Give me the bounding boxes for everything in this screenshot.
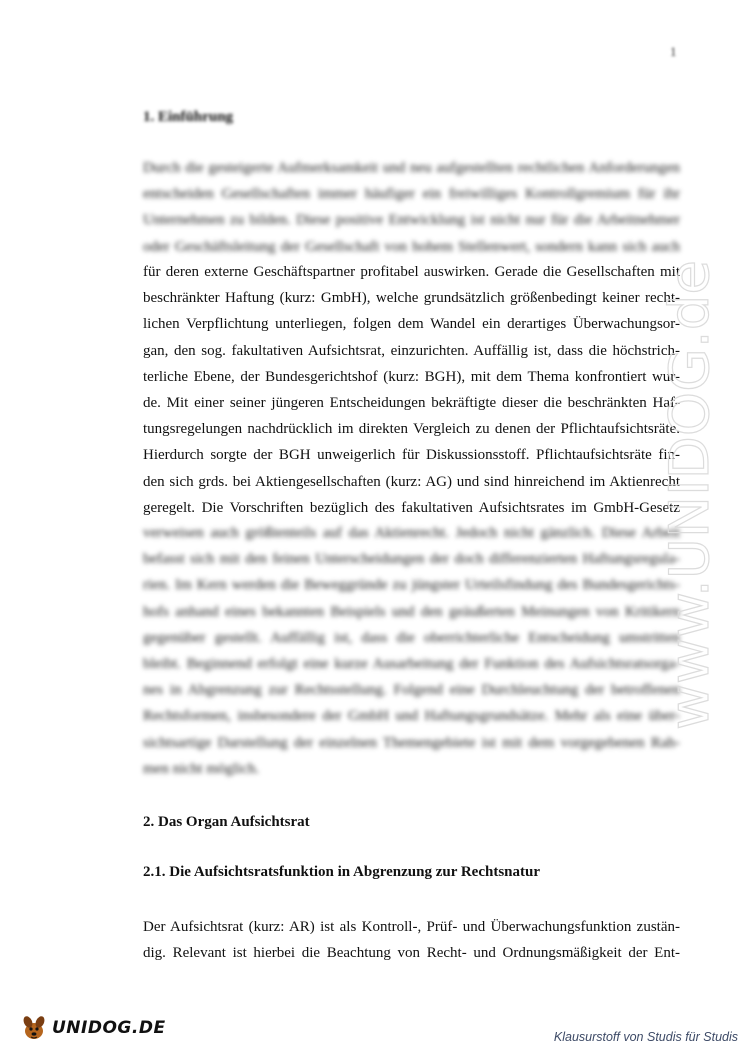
text-line: men nicht möglich.	[143, 760, 260, 777]
text-line: tungsregelungen nachdrücklich im direkten Vergleich zu denen der Pflichtaufsichtsräte.	[143, 421, 680, 438]
text-line: verweisen auch größtenteils auf das Aktienrecht. Jedoch nicht gänzlich. Diese Arbeit	[143, 525, 680, 541]
text-line: Der Aufsichtsrat (kurz: AR) ist als Kontroll-, Prüf- und Überwachungsfunktion zustän-	[143, 919, 680, 935]
section-2-1-heading: 2.1. Die Aufsichtsratsfunktion in Abgrenzung zur Rechtsnatur	[143, 864, 540, 880]
watermark	[608, 250, 726, 740]
text-line: Hierdurch sorgte der BGH unweigerlich für Diskussionsstoff. Pflichtaufsichtsräte fin-	[143, 447, 680, 464]
text-line: den sich grds. bei Aktiengesellschaften (kurz: AG) und sind hinreichend im Aktienrecht	[143, 473, 680, 490]
text-line: dig. Relevant ist hierbei die Beachtung von Recht- und Ordnungsmäßigkeit der Ent-	[143, 945, 680, 962]
text-line: Rechtsformen, insbesondere der GmbH und Haftungsgrundsätze. Mehr als eine über-	[143, 708, 680, 725]
dog-mascot-icon	[20, 1014, 48, 1042]
text-line: de. Mit einer seiner jüngeren Entscheidungen bekräftigte dieser die beschränkten Haf-	[143, 395, 680, 412]
text-line: geregelt. Die Vorschriften bezüglich des fakultativen Aufsichtsrates im GmbH-Gesetz	[143, 499, 680, 516]
text-line: terliche Ebene, der Bundesgerichtshof (kurz: BGH), mit dem Thema konfrontiert wur-	[143, 368, 680, 385]
footer-tagline: Klausurstoff von Studis für Studis	[553, 1030, 738, 1044]
text-line: gegenüber gestellt. Auffällig ist, dass die oberrichterliche Entscheidung umstritten	[143, 629, 680, 646]
text-line: hofs anhand eines bekannten Beispiels und den geäußerten Meinungen von Kritikern	[143, 603, 680, 620]
logo-text: UNIDOG.DE	[52, 1018, 166, 1038]
text-line: gan, den sog. fakultativen Aufsichtsrat, einzurichten. Auffällig ist, dass die höchstrich-	[143, 342, 680, 359]
text-line: Durch die gesteigerte Aufmerksamkeit und neu aufgestellten rechtlichen Anforderungen	[143, 160, 680, 176]
text-line: Unternehmen zu bilden. Diese positive Entwicklung ist nicht nur für die Arbeitnehmer	[143, 212, 680, 229]
section-2-heading: 2. Das Organ Aufsichtsrat	[143, 814, 310, 830]
text-line: sichtsartige Darstellung der einzelnen Themengebiete ist mit dem vorgegebenen Rah-	[143, 734, 680, 751]
intro-paragraph-blurred	[143, 155, 680, 260]
intro-paragraph-visible	[143, 259, 680, 521]
text-line: rien. Im Kern werden die Beweggründe zu jüngster Urteilsfindung des Bundesgerichts-	[143, 577, 680, 594]
text-line: lichen Verpflichtung unterliegen, folgen dem Wandel ein derartiges Überwachungsor-	[143, 316, 680, 333]
text-line: für deren externe Geschäftspartner profitabel auswirken. Gerade die Gesellschaften mit	[143, 264, 680, 280]
section-1-heading: 1. Einführung	[143, 109, 234, 125]
text-line: entscheiden Gesellschaften immer häufiger ein freiwilliges Kontrollgremium für ihr	[143, 186, 680, 203]
watermark-text: www.UNIDOG.de	[658, 278, 721, 730]
page-number: 1	[670, 44, 677, 59]
text-line: oder Geschäftsleitung der Gesellschaft von hohem Stellenwert, sondern kann sich auch	[143, 238, 680, 255]
footer-logo[interactable]	[20, 1014, 166, 1042]
text-line: nes in Abgrenzung zur Rechtsstellung. Folgend eine Durchleuchtung der betroffenen	[143, 682, 680, 699]
outro-paragraph-blurred	[143, 520, 680, 782]
text-line: bleibt. Beginnend erfolgt eine kurze Ausarbeitung der Funktion des Aufsichtsratsorga-	[143, 656, 680, 673]
section-2-paragraph	[143, 914, 680, 966]
text-line: beschränkter Haftung (kurz: GmbH), welche grundsätzlich größenbedingt keiner recht-	[143, 290, 680, 307]
text-line: befasst sich mit den feinen Unterscheidungen der doch differenzierten Haftungsregula-	[143, 551, 680, 568]
